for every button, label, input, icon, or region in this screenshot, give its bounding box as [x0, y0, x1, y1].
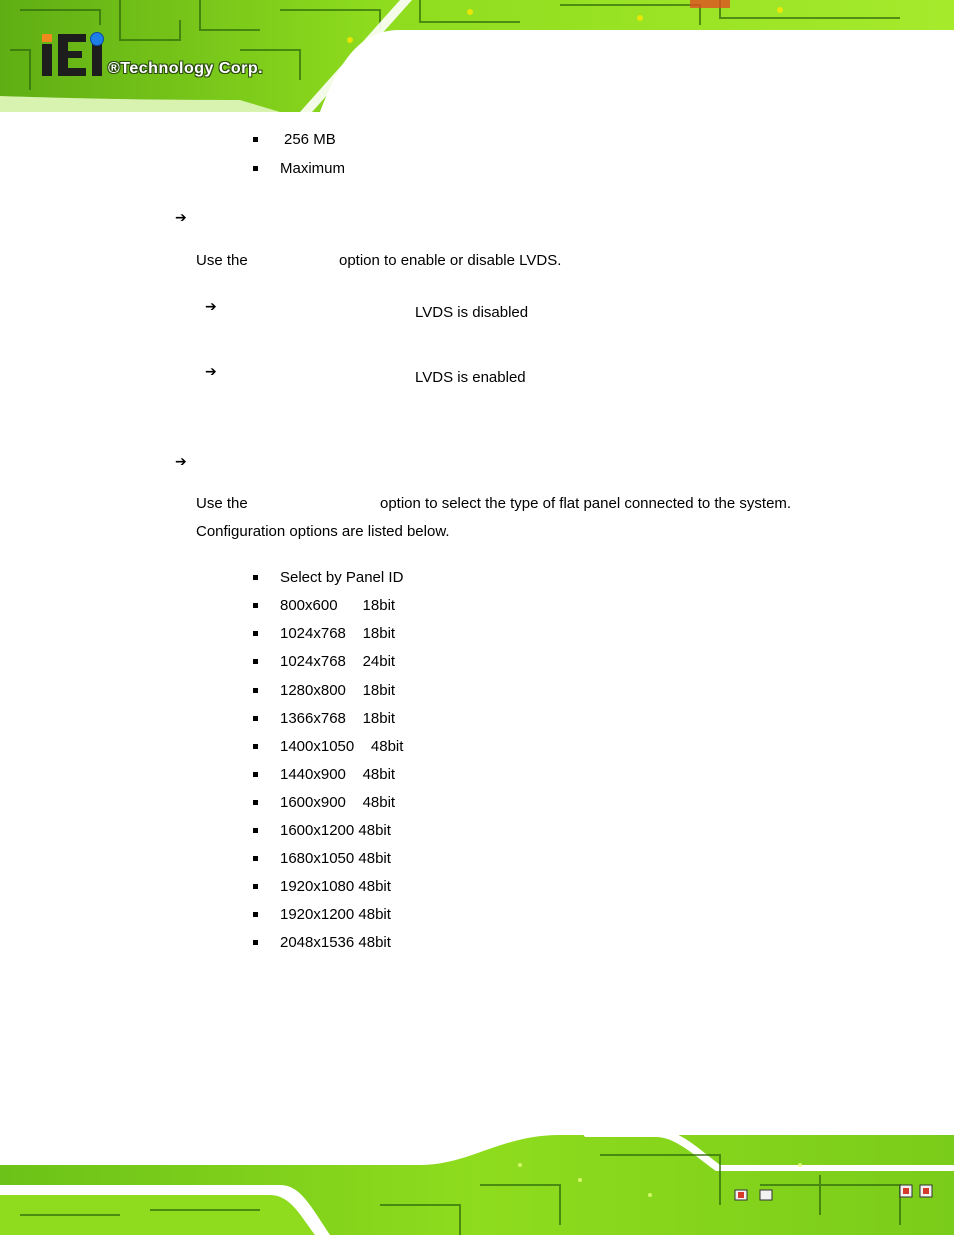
bullet-icon [253, 772, 258, 777]
list-item: 256 MB [284, 131, 336, 148]
lvds-intro-prefix: Use the [196, 252, 248, 269]
bullet-icon [253, 940, 258, 945]
list-item: 1920x1080 48bit [280, 878, 391, 895]
list-item: 1440x900 48bit [280, 766, 396, 783]
bullet-icon [253, 575, 258, 580]
pcb-header-graphic [0, 0, 954, 112]
bullet-icon [253, 716, 258, 721]
bullet-icon [253, 800, 258, 805]
list-item: 800x600 18bit [280, 597, 396, 614]
list-item: 1600x900 48bit [280, 794, 396, 811]
bullet-icon [253, 912, 258, 917]
bullet-icon [253, 884, 258, 889]
bullet-icon [253, 744, 258, 749]
lvds-option-desc: LVDS is enabled [415, 369, 526, 386]
list-item: 1280x800 18bit [280, 682, 396, 699]
logo-dot-icon [90, 32, 104, 46]
panel-intro-suffix: option to select the type of flat panel connected to the system. [380, 495, 792, 512]
lvds-option-desc: LVDS is disabled [415, 304, 529, 321]
bullet-icon [253, 137, 258, 142]
bullet-icon [253, 631, 258, 636]
bullet-icon [253, 688, 258, 693]
arrow-right-icon: ➔ [205, 299, 217, 315]
list-item: Select by Panel ID [280, 569, 404, 586]
bullet-icon [253, 166, 258, 171]
list-item: Maximum [280, 160, 346, 177]
list-item: 1400x1050 48bit [280, 738, 404, 755]
list-item: 1600x1200 48bit [280, 822, 391, 839]
arrow-right-icon: ➔ [205, 364, 217, 380]
lvds-intro-suffix: option to enable or disable LVDS. [339, 252, 562, 269]
list-item: 1920x1200 48bit [280, 906, 391, 923]
list-item: 2048x1536 48bit [280, 934, 391, 951]
pcb-footer-graphic [0, 1125, 954, 1235]
footer-banner [0, 1125, 954, 1235]
panel-intro-prefix: Use the [196, 495, 248, 512]
list-item: 1024x768 24bit [280, 653, 396, 670]
bullet-icon [253, 856, 258, 861]
list-item: 1366x768 18bit [280, 710, 396, 727]
bullet-icon [253, 603, 258, 608]
bullet-icon [253, 659, 258, 664]
list-item: 1024x768 18bit [280, 625, 396, 642]
brand-text: ®Technology Corp. [108, 60, 264, 77]
panel-intro-line2: Configuration options are listed below. [196, 523, 450, 540]
list-item: 1680x1050 48bit [280, 850, 391, 867]
header-banner [0, 0, 954, 112]
arrow-right-icon: ➔ [175, 210, 187, 226]
bullet-icon [253, 828, 258, 833]
arrow-right-icon: ➔ [175, 454, 187, 470]
